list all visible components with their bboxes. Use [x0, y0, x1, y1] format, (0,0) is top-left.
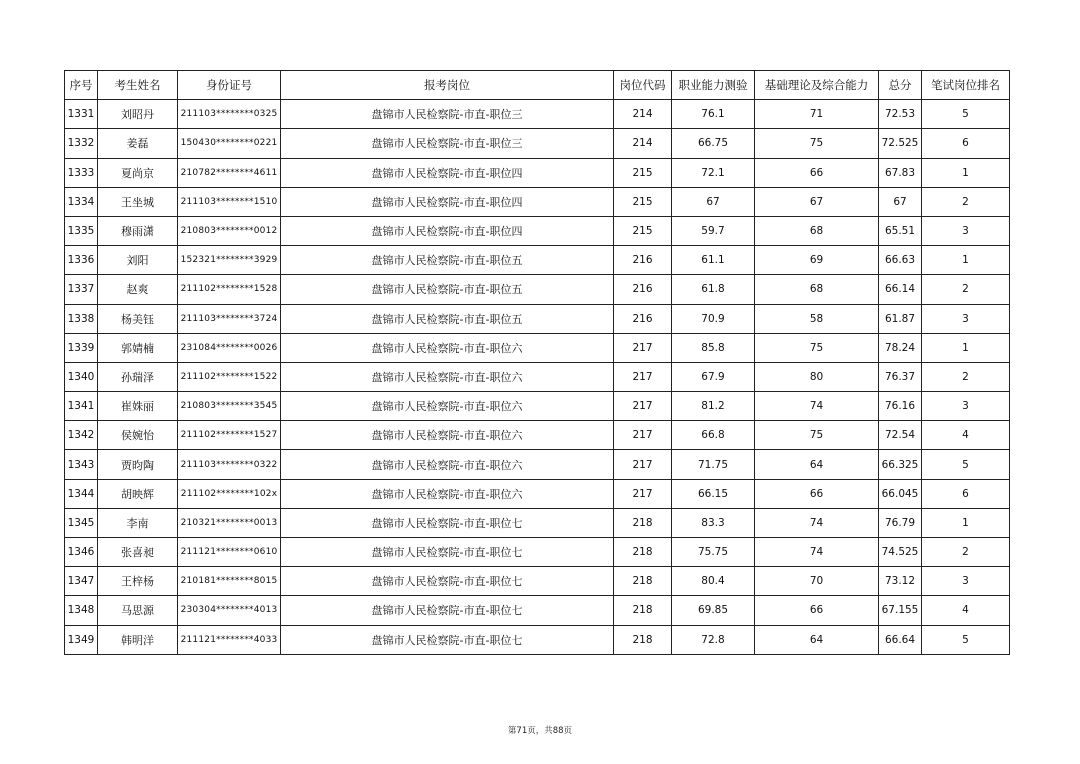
cell-total-score: 61.87: [879, 304, 922, 333]
cell-position: 盘锦市人民检察院-市直-职位七: [281, 567, 614, 596]
results-table: [64, 70, 1010, 655]
cell-seq: 1344: [65, 479, 98, 508]
cell-id-number: 230304********4013: [178, 596, 281, 625]
cell-id-number: 211121********0610: [178, 538, 281, 567]
cell-rank: 6: [922, 479, 1010, 508]
cell-total-score: 67.155: [879, 596, 922, 625]
cell-rank: 2: [922, 275, 1010, 304]
cell-position-code: 216: [614, 275, 672, 304]
cell-seq: 1345: [65, 508, 98, 537]
cell-total-score: 76.79: [879, 508, 922, 537]
cell-position: 盘锦市人民检察院-市直-职位五: [281, 304, 614, 333]
cell-position: 盘锦市人民检察院-市直-职位七: [281, 625, 614, 654]
cell-total-score: 73.12: [879, 567, 922, 596]
cell-total-score: 78.24: [879, 333, 922, 362]
cell-rank: 2: [922, 362, 1010, 391]
cell-rank: 5: [922, 625, 1010, 654]
cell-theory-score: 74: [755, 538, 879, 567]
table-row: [65, 421, 1010, 450]
cell-id-number: 210321********0013: [178, 508, 281, 537]
cell-total-score: 66.325: [879, 450, 922, 479]
table-row: [65, 129, 1010, 158]
cell-theory-score: 64: [755, 450, 879, 479]
cell-rank: 4: [922, 596, 1010, 625]
cell-theory-score: 80: [755, 362, 879, 391]
cell-position: 盘锦市人民检察院-市直-职位三: [281, 129, 614, 158]
cell-position-code: 217: [614, 392, 672, 421]
cell-rank: 4: [922, 421, 1010, 450]
cell-position-code: 218: [614, 508, 672, 537]
cell-name: 孙瑞泽: [98, 362, 178, 391]
cell-name: 刘阳: [98, 246, 178, 275]
table-header-row: [65, 71, 1010, 100]
cell-theory-score: 75: [755, 421, 879, 450]
column-header-aptitude-score: 职业能力测验: [672, 71, 755, 100]
cell-total-score: 66.045: [879, 479, 922, 508]
cell-seq: 1339: [65, 333, 98, 362]
cell-aptitude-score: 76.1: [672, 100, 755, 129]
cell-name: 刘昭丹: [98, 100, 178, 129]
cell-position-code: 215: [614, 187, 672, 216]
cell-position-code: 216: [614, 304, 672, 333]
cell-aptitude-score: 70.9: [672, 304, 755, 333]
cell-position: 盘锦市人民检察院-市直-职位六: [281, 450, 614, 479]
cell-position: 盘锦市人民检察院-市直-职位七: [281, 508, 614, 537]
cell-rank: 5: [922, 100, 1010, 129]
cell-position: 盘锦市人民检察院-市直-职位六: [281, 421, 614, 450]
cell-name: 赵爽: [98, 275, 178, 304]
cell-theory-score: 70: [755, 567, 879, 596]
cell-aptitude-score: 59.7: [672, 216, 755, 245]
cell-aptitude-score: 81.2: [672, 392, 755, 421]
cell-name: 韩明洋: [98, 625, 178, 654]
cell-position: 盘锦市人民检察院-市直-职位六: [281, 362, 614, 391]
cell-name: 胡映辉: [98, 479, 178, 508]
cell-seq: 1332: [65, 129, 98, 158]
cell-aptitude-score: 67: [672, 187, 755, 216]
cell-position: 盘锦市人民检察院-市直-职位四: [281, 216, 614, 245]
cell-aptitude-score: 83.3: [672, 508, 755, 537]
cell-id-number: 210803********0012: [178, 216, 281, 245]
cell-theory-score: 69: [755, 246, 879, 275]
cell-rank: 2: [922, 538, 1010, 567]
cell-theory-score: 68: [755, 216, 879, 245]
cell-theory-score: 75: [755, 129, 879, 158]
cell-aptitude-score: 66.75: [672, 129, 755, 158]
cell-name: 夏尚京: [98, 158, 178, 187]
column-header-seq: 序号: [65, 71, 98, 100]
cell-aptitude-score: 61.8: [672, 275, 755, 304]
cell-position: 盘锦市人民检察院-市直-职位四: [281, 158, 614, 187]
cell-rank: 1: [922, 333, 1010, 362]
cell-position: 盘锦市人民检察院-市直-职位三: [281, 100, 614, 129]
column-header-position-code: 岗位代码: [614, 71, 672, 100]
cell-id-number: 211102********102x: [178, 479, 281, 508]
cell-theory-score: 67: [755, 187, 879, 216]
cell-name: 马思源: [98, 596, 178, 625]
table-row: [65, 479, 1010, 508]
cell-position: 盘锦市人民检察院-市直-职位五: [281, 246, 614, 275]
cell-name: 穆雨潇: [98, 216, 178, 245]
cell-rank: 3: [922, 304, 1010, 333]
cell-id-number: 210803********3545: [178, 392, 281, 421]
cell-position-code: 218: [614, 625, 672, 654]
cell-aptitude-score: 66.15: [672, 479, 755, 508]
cell-position-code: 218: [614, 596, 672, 625]
cell-name: 王梓杨: [98, 567, 178, 596]
table-row: [65, 508, 1010, 537]
cell-aptitude-score: 66.8: [672, 421, 755, 450]
cell-rank: 5: [922, 450, 1010, 479]
cell-total-score: 72.525: [879, 129, 922, 158]
cell-total-score: 72.54: [879, 421, 922, 450]
table-row: [65, 567, 1010, 596]
cell-seq: 1349: [65, 625, 98, 654]
cell-total-score: 74.525: [879, 538, 922, 567]
cell-aptitude-score: 80.4: [672, 567, 755, 596]
cell-position-code: 214: [614, 100, 672, 129]
cell-position: 盘锦市人民检察院-市直-职位七: [281, 538, 614, 567]
cell-name: 侯婉怡: [98, 421, 178, 450]
column-header-rank: 笔试岗位排名: [922, 71, 1010, 100]
table-row: [65, 362, 1010, 391]
cell-position-code: 217: [614, 333, 672, 362]
table-row: [65, 304, 1010, 333]
cell-theory-score: 74: [755, 508, 879, 537]
cell-position-code: 214: [614, 129, 672, 158]
cell-seq: 1347: [65, 567, 98, 596]
cell-total-score: 67.83: [879, 158, 922, 187]
cell-name: 杨美钰: [98, 304, 178, 333]
cell-aptitude-score: 72.1: [672, 158, 755, 187]
cell-theory-score: 74: [755, 392, 879, 421]
cell-total-score: 65.51: [879, 216, 922, 245]
cell-rank: 3: [922, 216, 1010, 245]
cell-theory-score: 75: [755, 333, 879, 362]
cell-id-number: 150430********0221: [178, 129, 281, 158]
table-row: [65, 625, 1010, 654]
table-row: [65, 246, 1010, 275]
table-row: [65, 275, 1010, 304]
table-row: [65, 596, 1010, 625]
cell-name: 姜磊: [98, 129, 178, 158]
cell-rank: 1: [922, 246, 1010, 275]
cell-rank: 1: [922, 508, 1010, 537]
cell-theory-score: 66: [755, 479, 879, 508]
cell-id-number: 211102********1528: [178, 275, 281, 304]
page-number: 第71页，共88页: [507, 726, 573, 736]
cell-position: 盘锦市人民检察院-市直-职位五: [281, 275, 614, 304]
column-header-name: 考生姓名: [98, 71, 178, 100]
cell-total-score: 67: [879, 187, 922, 216]
cell-seq: 1346: [65, 538, 98, 567]
column-header-id-number: 身份证号: [178, 71, 281, 100]
cell-seq: 1343: [65, 450, 98, 479]
cell-seq: 1336: [65, 246, 98, 275]
cell-total-score: 66.14: [879, 275, 922, 304]
cell-position: 盘锦市人民检察院-市直-职位六: [281, 333, 614, 362]
cell-position: 盘锦市人民检察院-市直-职位七: [281, 596, 614, 625]
cell-seq: 1341: [65, 392, 98, 421]
cell-aptitude-score: 67.9: [672, 362, 755, 391]
table-row: [65, 100, 1010, 129]
cell-id-number: 210181********8015: [178, 567, 281, 596]
cell-id-number: 152321********3929: [178, 246, 281, 275]
cell-theory-score: 71: [755, 100, 879, 129]
column-header-position: 报考岗位: [281, 71, 614, 100]
table-row: [65, 538, 1010, 567]
cell-id-number: 211102********1527: [178, 421, 281, 450]
cell-theory-score: 58: [755, 304, 879, 333]
cell-total-score: 66.64: [879, 625, 922, 654]
cell-seq: 1333: [65, 158, 98, 187]
cell-id-number: 211103********0325: [178, 100, 281, 129]
cell-position-code: 215: [614, 216, 672, 245]
cell-aptitude-score: 75.75: [672, 538, 755, 567]
column-header-total-score: 总分: [879, 71, 922, 100]
cell-total-score: 76.16: [879, 392, 922, 421]
cell-seq: 1342: [65, 421, 98, 450]
table-row: [65, 450, 1010, 479]
cell-name: 张喜昶: [98, 538, 178, 567]
cell-name: 李南: [98, 508, 178, 537]
table-row: [65, 392, 1010, 421]
cell-rank: 3: [922, 567, 1010, 596]
cell-seq: 1335: [65, 216, 98, 245]
cell-rank: 2: [922, 187, 1010, 216]
cell-rank: 3: [922, 392, 1010, 421]
cell-seq: 1337: [65, 275, 98, 304]
cell-seq: 1334: [65, 187, 98, 216]
cell-theory-score: 64: [755, 625, 879, 654]
column-header-theory-score: 基础理论及综合能力: [755, 71, 879, 100]
cell-position-code: 218: [614, 567, 672, 596]
cell-seq: 1331: [65, 100, 98, 129]
cell-seq: 1338: [65, 304, 98, 333]
cell-name: 崔姝丽: [98, 392, 178, 421]
cell-id-number: 210782********4611: [178, 158, 281, 187]
cell-seq: 1348: [65, 596, 98, 625]
cell-aptitude-score: 61.1: [672, 246, 755, 275]
table-row: [65, 158, 1010, 187]
table-row: [65, 333, 1010, 362]
cell-total-score: 66.63: [879, 246, 922, 275]
cell-id-number: 211103********1510: [178, 187, 281, 216]
cell-id-number: 211103********0322: [178, 450, 281, 479]
table-row: [65, 187, 1010, 216]
cell-position: 盘锦市人民检察院-市直-职位四: [281, 187, 614, 216]
cell-position: 盘锦市人民检察院-市直-职位六: [281, 392, 614, 421]
cell-position-code: 216: [614, 246, 672, 275]
cell-aptitude-score: 71.75: [672, 450, 755, 479]
cell-aptitude-score: 85.8: [672, 333, 755, 362]
cell-seq: 1340: [65, 362, 98, 391]
cell-id-number: 231084********0026: [178, 333, 281, 362]
cell-rank: 6: [922, 129, 1010, 158]
cell-total-score: 76.37: [879, 362, 922, 391]
cell-position-code: 217: [614, 362, 672, 391]
cell-id-number: 211102********1522: [178, 362, 281, 391]
cell-position-code: 215: [614, 158, 672, 187]
cell-name: 郭婧楠: [98, 333, 178, 362]
cell-position-code: 217: [614, 450, 672, 479]
cell-aptitude-score: 69.85: [672, 596, 755, 625]
cell-rank: 1: [922, 158, 1010, 187]
cell-id-number: 211103********3724: [178, 304, 281, 333]
cell-id-number: 211121********4033: [178, 625, 281, 654]
cell-theory-score: 66: [755, 158, 879, 187]
cell-name: 贾昀陶: [98, 450, 178, 479]
cell-position-code: 217: [614, 479, 672, 508]
cell-total-score: 72.53: [879, 100, 922, 129]
cell-position-code: 217: [614, 421, 672, 450]
table-row: [65, 216, 1010, 245]
cell-aptitude-score: 72.8: [672, 625, 755, 654]
cell-position: 盘锦市人民检察院-市直-职位六: [281, 479, 614, 508]
cell-theory-score: 68: [755, 275, 879, 304]
cell-position-code: 218: [614, 538, 672, 567]
cell-name: 王坐城: [98, 187, 178, 216]
cell-theory-score: 66: [755, 596, 879, 625]
